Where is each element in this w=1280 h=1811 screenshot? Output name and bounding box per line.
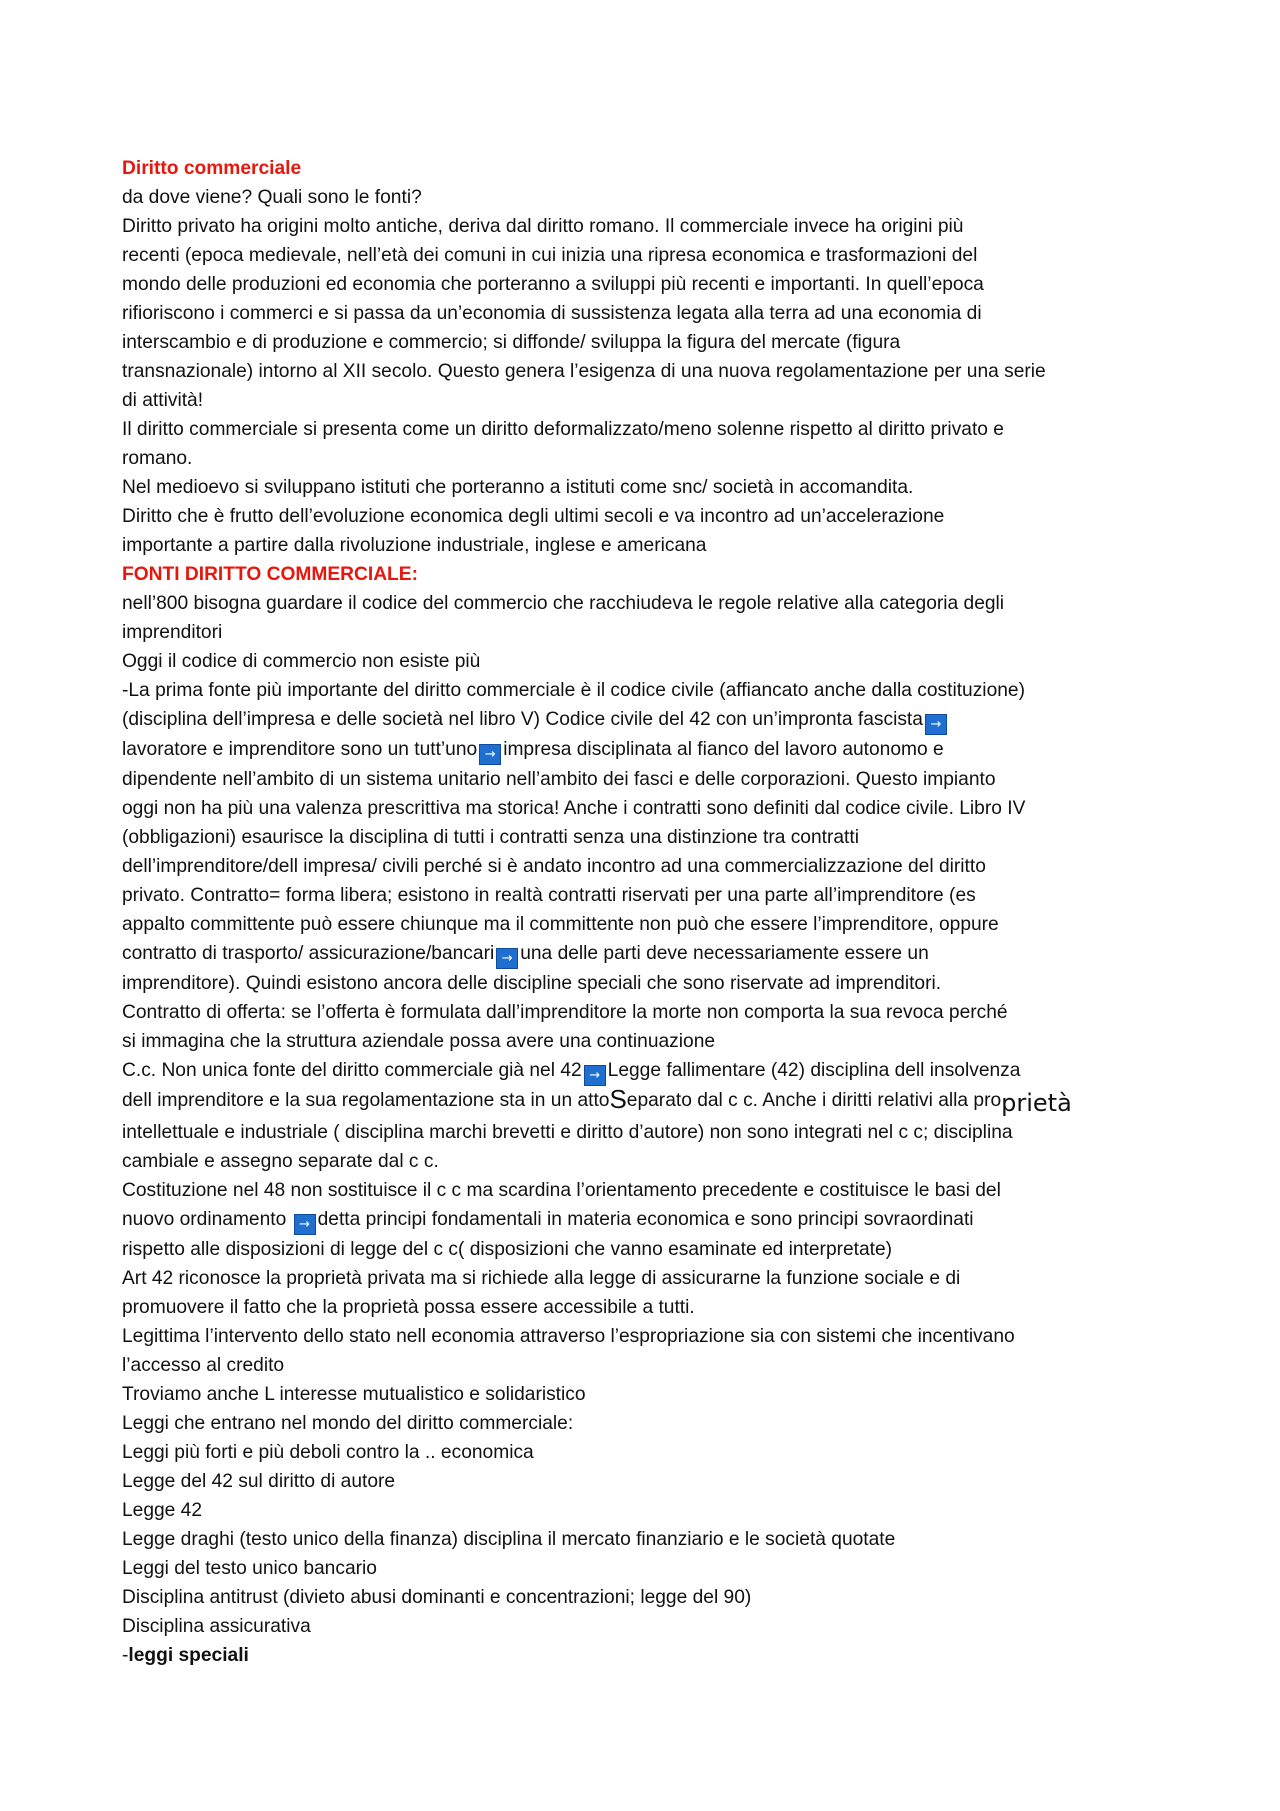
text-line: Costituzione nel 48 non sostituisce il c c ma scardina l’orientamento precedente e costituisce le basi del <box>122 1180 1001 1201</box>
annotation-overlay-text: prietà <box>1001 1089 1072 1117</box>
text-line: imprenditore). Quindi esistono ancora delle discipline speciali che sono riservate ad imprenditori. <box>122 973 942 994</box>
text-line: si immagina che la struttura aziendale possa avere una continuazione <box>122 1031 716 1052</box>
text-line: mondo delle produzioni ed economia che porteranno a sviluppi più recenti e importanti. In quell’epoca <box>122 274 984 295</box>
text-line: Legittima l’intervento dello stato nell economia attraverso l’espropriazione sia con sistemi che incentivano <box>122 1326 1015 1347</box>
text-line: dell’imprenditore/dell impresa/ civili perché si è andato incontro ad una commercializzazione del diritto <box>122 856 986 877</box>
arrow-right-icon: → <box>496 948 518 969</box>
text-line: intellettuale e industriale ( disciplina marchi brevetti e diritto d’autore) non sono integrati nel c c; disciplina <box>122 1122 1013 1143</box>
text-line: Leggi del testo unico bancario <box>122 1558 377 1579</box>
text-line: Disciplina antitrust (divieto abusi dominanti e concentrazioni; legge del 90) <box>122 1587 752 1608</box>
text-line: dell imprenditore e la sua regolamentazione sta in un attoSeparato dal c c. Anche i diritti relativi alla proprietà <box>122 1084 1072 1117</box>
text-line: dipendente nell’ambito di un sistema unitario nell’ambito dei fasci e delle corporazioni. Questo impianto <box>122 769 996 790</box>
arrow-right-icon: → <box>584 1065 606 1086</box>
text-line: Art 42 riconosce la proprietà privata ma si richiede alla legge di assicurarne la funzione sociale e di <box>122 1268 961 1289</box>
text-line: Diritto privato ha origini molto antiche, deriva dal diritto romano. Il commerciale invece ha origini più <box>122 216 964 237</box>
text-line: Legge del 42 sul diritto di autore <box>122 1471 396 1492</box>
text-line: recenti (epoca medievale, nell’età dei comuni in cui inizia una ripresa economica e trasformazioni del <box>122 245 978 266</box>
annotation-mark: S <box>609 1084 627 1114</box>
sources-paragraph-e <box>122 1235 1182 1641</box>
document-page <box>122 154 1182 1670</box>
text-line: oggi non ha più una valenza prescrittiva ma storica! Anche i contratti sono definiti dal codice civile. Libro IV <box>122 798 1026 819</box>
text-line: lavoratore e imprenditore sono un tutt’uno → impresa disciplinata al fianco del lavoro autonomo e <box>122 735 1182 765</box>
arrow-right-icon: → <box>294 1214 316 1235</box>
text-line: transnazionale) intorno al XII secolo. Questo genera l’esigenza di una nuova regolamentazione per una serie <box>122 361 1046 382</box>
text-line: l’accesso al credito <box>122 1355 285 1376</box>
text-line: C.c. Non unica fonte del diritto commerciale già nel 42 → Legge fallimentare (42) disciplina dell insolvenza <box>122 1056 1182 1086</box>
text-line: da dove viene? Quali sono le fonti? <box>122 187 422 208</box>
text-line: nell’800 bisogna guardare il codice del commercio che racchiudeva le regole relative alla categoria degli <box>122 593 1005 614</box>
text-line: Legge draghi (testo unico della finanza) disciplina il mercato finanziario e le società quotate <box>122 1529 896 1550</box>
section-title: Diritto commerciale <box>122 158 302 179</box>
text-line: Oggi il codice di commercio non esiste più <box>122 651 481 672</box>
text-line: contratto di trasporto/ assicurazione/bancari → una delle parti deve necessariamente essere un <box>122 939 1182 969</box>
text-line: promuovere il fatto che la proprietà possa essere accessibile a tutti. <box>122 1297 695 1318</box>
text-line: Disciplina assicurativa <box>122 1616 311 1637</box>
text-line: Leggi più forti e più deboli contro la .. economica <box>122 1442 534 1463</box>
text-line: Legge 42 <box>122 1500 203 1521</box>
text-line: nuovo ordinamento → detta principi fondamentali in materia economica e sono principi sovraordinati <box>122 1205 1182 1235</box>
text-line: romano. <box>122 448 193 469</box>
text-line: privato. Contratto= forma libera; esistono in realtà contratti riservati per una parte all’imprenditore (es <box>122 885 976 906</box>
sources-paragraph-a <box>122 589 1182 705</box>
sources-paragraph-d <box>122 1118 1182 1205</box>
text-line: (disciplina dell’impresa e delle società nel libro V) Codice civile del 42 con un’impronta fascista → <box>122 705 1182 735</box>
text-line: appalto committente può essere chiunque ma il committente non può che essere l’imprenditore, oppure <box>122 914 999 935</box>
text-line: rifioriscono i commerci e si passa da un’economia di sussistenza legata alla terra ad una economia di <box>122 303 982 324</box>
arrow-right-icon: → <box>925 714 947 735</box>
text-line: Contratto di offerta: se l’offerta è formulata dall’imprenditore la morte non comporta la sua revoca perché <box>122 1002 1008 1023</box>
text-line: cambiale e assegno separate dal c c. <box>122 1151 439 1172</box>
text-line: -La prima fonte più importante del diritto commerciale è il codice civile (affiancato anche dalla costituzione) <box>122 680 1025 701</box>
text-line-last: -leggi speciali <box>122 1645 249 1666</box>
arrow-right-icon: → <box>479 744 501 765</box>
sources-paragraph-b <box>122 765 1182 939</box>
text-line: Il diritto commerciale si presenta come un diritto deformalizzato/meno solenne rispetto al diritto privato e <box>122 419 1004 440</box>
section-title: FONTI DIRITTO COMMERCIALE: <box>122 564 418 585</box>
text-line: Troviamo anche L interesse mutualistico e solidaristico <box>122 1384 586 1405</box>
text-line: Nel medioevo si sviluppano istituti che porteranno a istituti come snc/ società in accomandita. <box>122 477 914 498</box>
text-line: (obbligazioni) esaurisce la disciplina di tutti i contratti senza una distinzione tra contratti <box>122 827 859 848</box>
text-line: importante a partire dalla rivoluzione industriale, inglese e americana <box>122 535 707 556</box>
text-line: interscambio e di produzione e commercio; si diffonde/ sviluppa la figura del mercate (figura <box>122 332 901 353</box>
text-line: Diritto che è frutto dell’evoluzione economica degli ultimi secoli e va incontro ad un’accelerazione <box>122 506 945 527</box>
sources-paragraph-c <box>122 969 1182 1056</box>
text-line: rispetto alle disposizioni di legge del c c( disposizioni che vanno esaminate ed interpretate) <box>122 1239 893 1260</box>
text-line: imprenditori <box>122 622 223 643</box>
text-line: Leggi che entrano nel mondo del diritto commerciale: <box>122 1413 574 1434</box>
text-line: di attività! <box>122 390 204 411</box>
intro-paragraphs <box>122 183 1182 560</box>
